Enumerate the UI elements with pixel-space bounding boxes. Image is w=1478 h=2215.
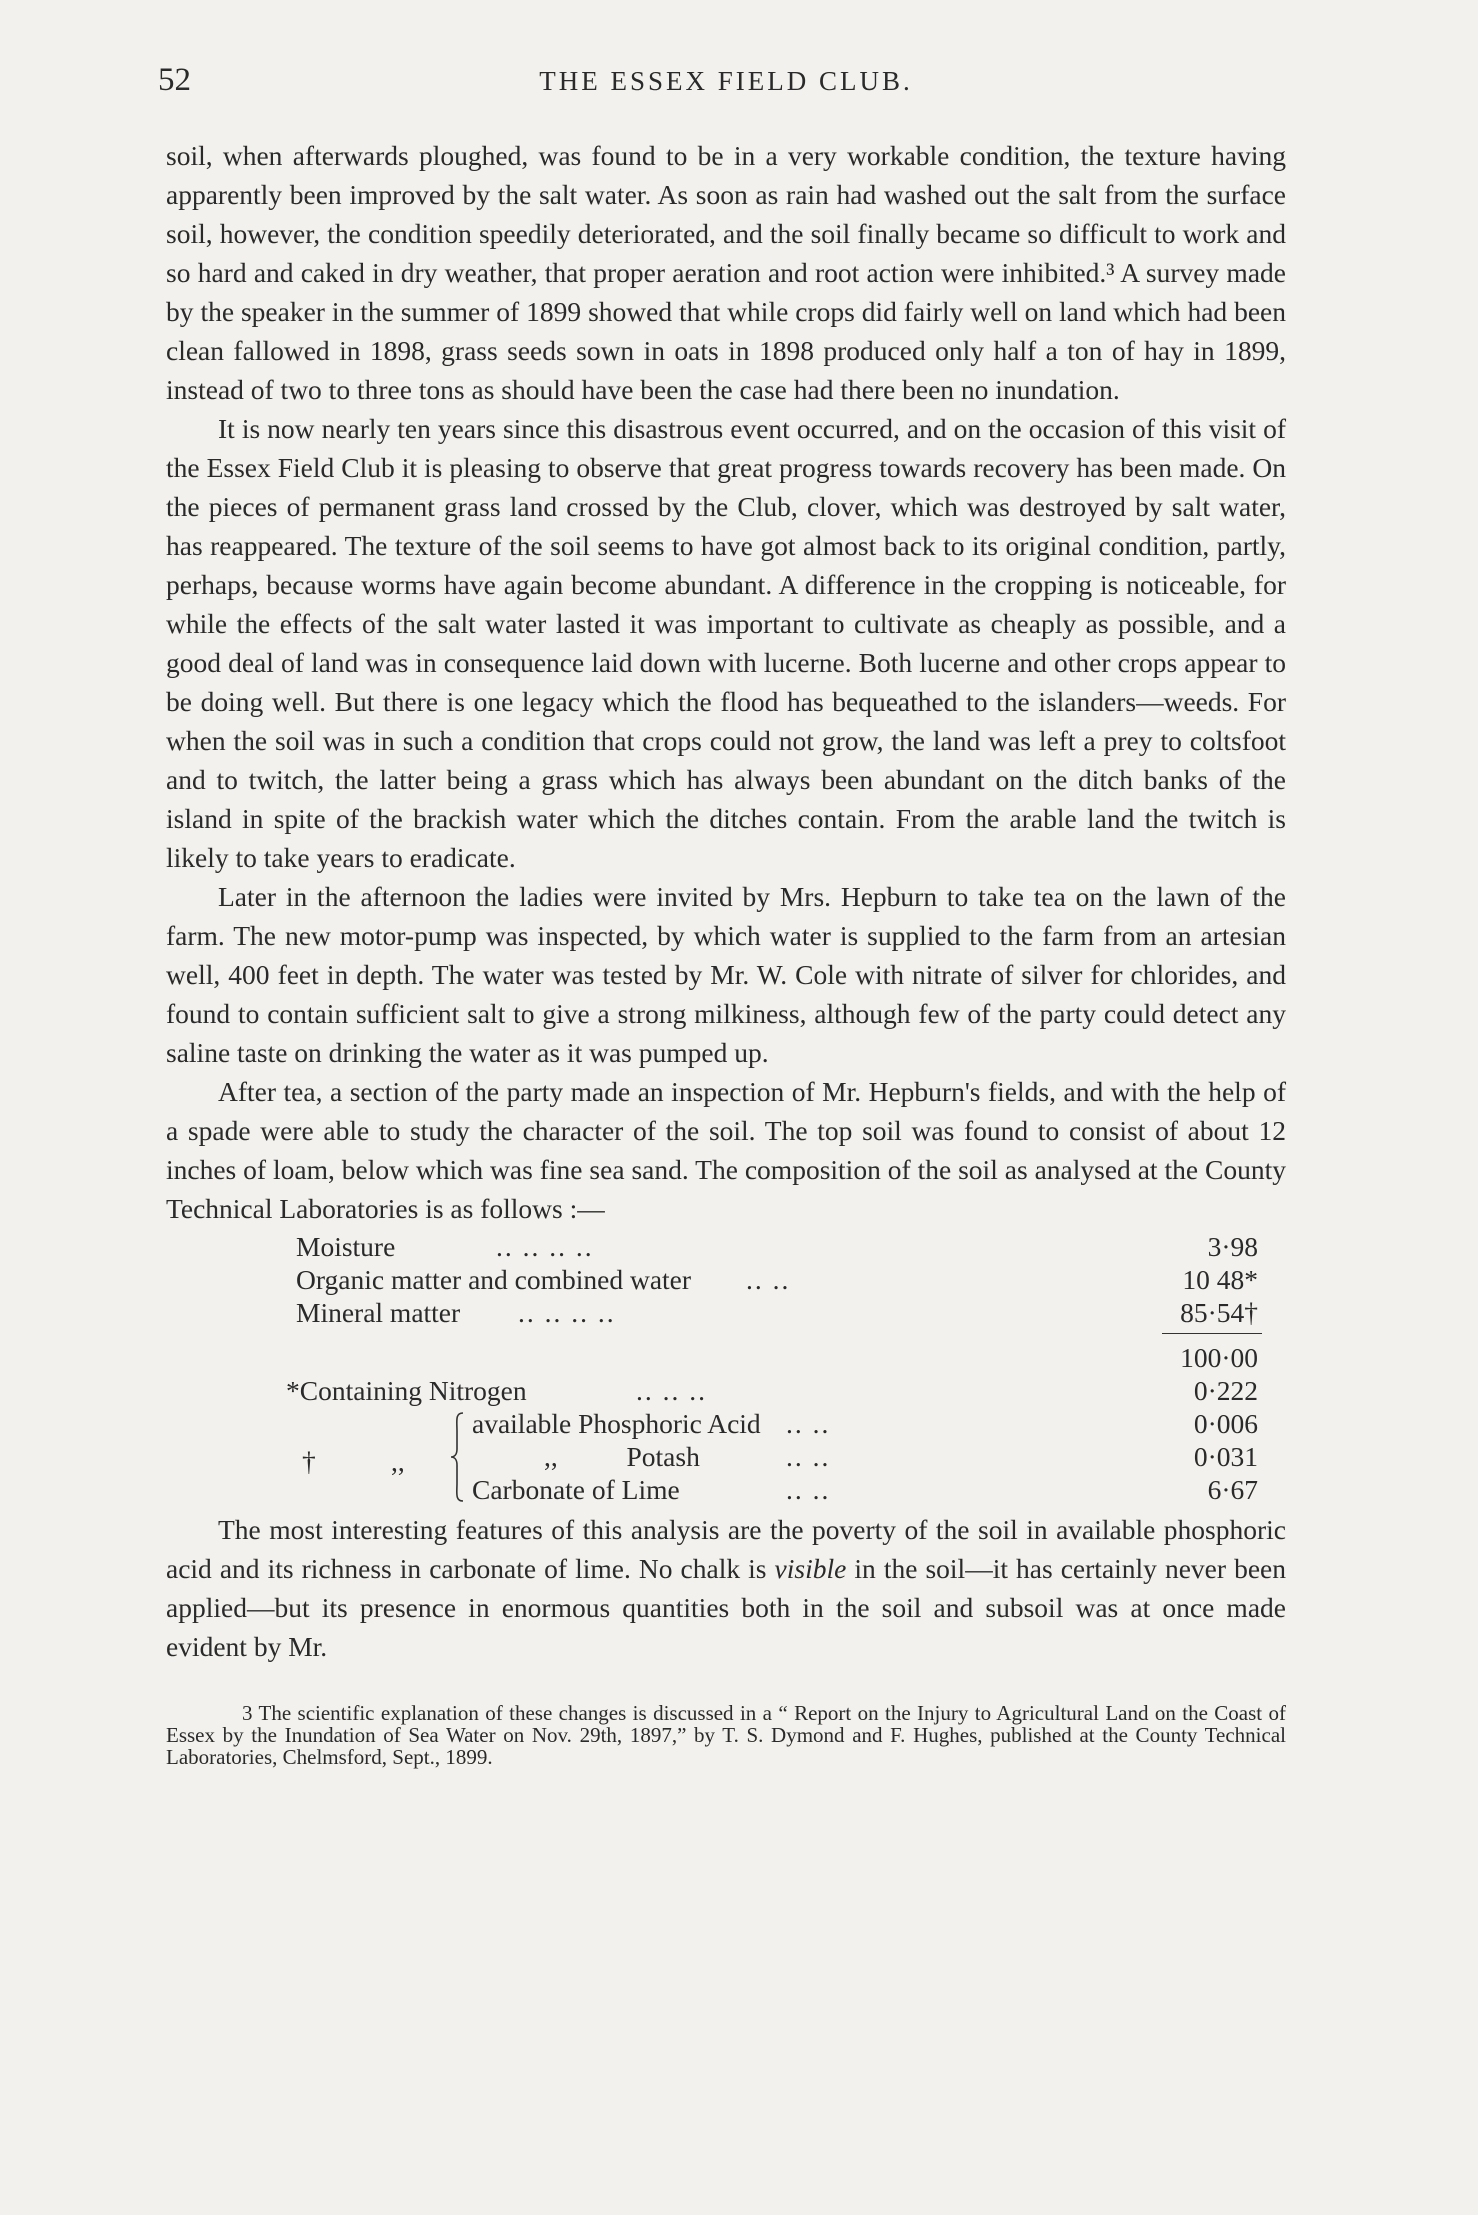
analysis-label: *Containing Nitrogen (286, 1375, 527, 1406)
paragraph-analysis-features (166, 1510, 1286, 1666)
ditto-mark: ,, (391, 1446, 405, 1477)
leader-dots: .. .. (786, 1474, 831, 1505)
text-run: The most interesting features of this analysis are the poverty of the soil in available phosphoric acid and its richness in carbonate of lime. No chalk is (166, 1514, 1286, 1584)
paragraph-continued: soil, when afterwards ploughed, was found to be in a very workable condition, the texture having apparently been improved by the salt water. As soon as rain had washed out the salt from the surface soil, however, the condition speedily deteriorated, and the soil finally became so difficult to work and so hard and caked in dry weather, that proper aeration and root action were inhibited.³ A survey made by the speaker in the summer of 1899 showed that while crops did fairly well on land which had been clean fallowed in 1898, grass seeds sown in oats in 1898 produced only half a ton of hay in 1899, instead of two to three tons as should have been the case had there been no inundation. (166, 140, 1286, 405)
analysis-value: 6·67 (1207, 1474, 1258, 1505)
analysis-row-nitrogen (166, 1374, 1286, 1407)
page-number: 52 (158, 62, 191, 98)
analysis-row-organic (166, 1263, 1286, 1296)
analysis-label: Carbonate of Lime (472, 1474, 680, 1505)
analysis-label: Mineral matter (296, 1297, 461, 1328)
leader-dots: .. .. (786, 1408, 831, 1439)
analysis-value: 10 48* (1182, 1264, 1258, 1295)
total-rule (166, 1329, 1286, 1341)
analysis-row-carbonate (166, 1473, 1286, 1506)
book-page (158, 60, 1287, 1769)
text-run: in the soil—it has certainly never been applied—but its presence in enormous quantities both in the soil and subsoil was at once made evident by Mr. (166, 1553, 1287, 1662)
analysis-label: ,, Potash (544, 1441, 700, 1472)
footnote (166, 1702, 1286, 1768)
italic-word: visible (774, 1553, 847, 1584)
leader-dots: .. .. .. .. (518, 1297, 616, 1328)
analysis-value: 0·222 (1193, 1375, 1258, 1406)
analysis-row-phosphoric (166, 1407, 1286, 1440)
running-head: THE ESSEX FIELD CLUB. (539, 66, 913, 96)
analysis-label: Moisture (296, 1231, 396, 1262)
leader-dots: .. .. .. (636, 1375, 707, 1406)
analysis-row-mineral (166, 1296, 1286, 1329)
paragraph-recovery: It is now nearly ten years since this disastrous event occurred, and on the occasion of this visit of the Essex Field Club it is pleasing to observe that great progress towards recovery has been made. On the pieces of permanent grass land crossed by the Club, clover, which was destroyed by salt water, has reappeared. The texture of the soil seems to have got almost back to its original condition, partly, perhaps, because worms have again become abundant. A difference in the cropping is noticeable, for while the effects of the salt water lasted it was important to cultivate as cheaply as possible, and a good deal of land was in consequence laid down with lucerne. Both lucerne and other crops appear to be doing well. But there is one legacy which the flood has bequeathed to the islanders—weeds. For when the soil was in such a condition that crops could not grow, the land was left a prey to coltsfoot and to twitch, the latter being a grass which has always been abundant on the ditch banks of the island in spite of the brackish water which the ditches contain. From the arable land the twitch is likely to take years to eradicate. (166, 413, 1286, 873)
analysis-value: 0·006 (1193, 1408, 1258, 1439)
analysis-row-potash (166, 1440, 1286, 1473)
closing-text (166, 1510, 1286, 1666)
body-text (166, 136, 1286, 1228)
footnote-text: 3 The scientific explanation of these changes is discussed in a “ Report on the Injury to Agricultural Land on the Coast of Essex by the Inundation of Sea Water on Nov. 29th, 1897,” by T. S. Dymond and F. Hughes, published at the County Technical Laboratories, Chelmsford, Sept., 1899. (166, 1701, 1286, 1769)
page-header (158, 60, 1286, 112)
analysis-label: Organic matter and combined water (296, 1264, 692, 1295)
analysis-value: 3·98 (1207, 1231, 1258, 1262)
analysis-value: 0·031 (1193, 1441, 1258, 1472)
analysis-row-total (166, 1341, 1286, 1374)
analysis-total: 100·00 (1180, 1342, 1258, 1373)
paragraph-soil-inspection: After tea, a section of the party made an inspection of Mr. Hepburn's fields, and with the help of a spade were able to study the character of the soil. The top soil was found to consist of about 12 inches of loam, below which was fine sea sand. The composition of the soil as analysed at the County Technical Laboratories is as follows :— (166, 1076, 1286, 1224)
leader-dots: .. .. (786, 1441, 831, 1472)
paragraph-afternoon: Later in the afternoon the ladies were invited by Mrs. Hepburn to take tea on the lawn of the farm. The new motor-pump was inspected, by which water is supplied to the farm from an artesian well, 400 feet in depth. The water was tested by Mr. W. Cole with nitrate of silver for chlorides, and found to contain sufficient salt to give a strong milkiness, although few of the party could detect any saline taste on drinking the water as it was pumped up. (166, 881, 1286, 1068)
soil-analysis-table (166, 1230, 1286, 1506)
mineral-constituents-group (166, 1407, 1286, 1506)
analysis-label: available Phosphoric Acid (472, 1408, 761, 1439)
dagger-mark: † (302, 1446, 316, 1477)
analysis-row-moisture (166, 1230, 1286, 1263)
analysis-value: 85·54† (1180, 1297, 1258, 1328)
leader-dots: .. .. .. .. (496, 1231, 594, 1262)
leader-dots: .. .. (746, 1264, 791, 1295)
